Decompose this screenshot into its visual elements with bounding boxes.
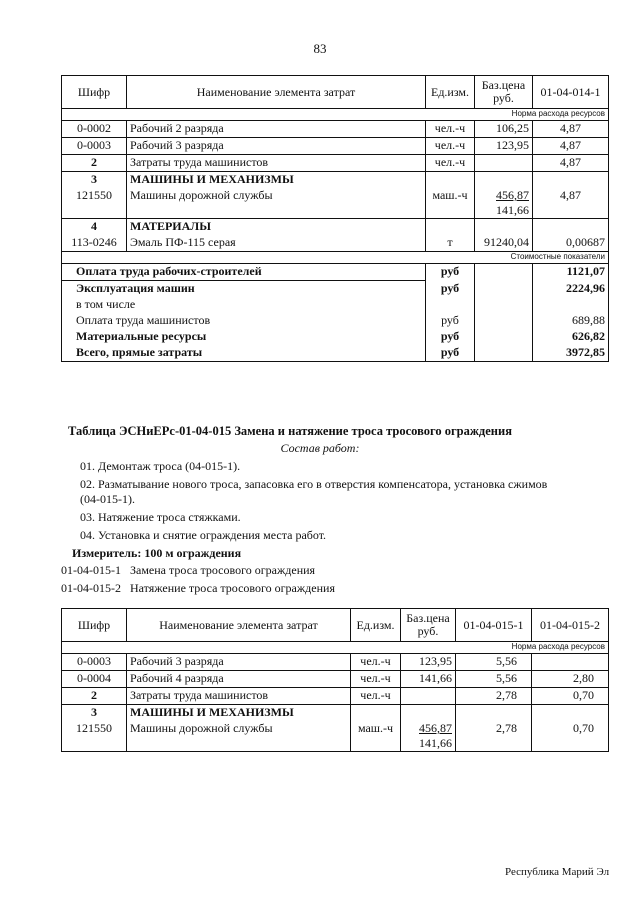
cost-value: 1121,07 — [533, 264, 609, 281]
row-unit: чел.-ч — [426, 138, 475, 155]
header-name: Наименование элемента затрат — [127, 76, 426, 109]
row-unit: чел.-ч — [351, 654, 401, 671]
row-value-2: 0,70 — [532, 721, 609, 752]
table-title: Таблица ЭСНиЕРс-01-04-015 Замена и натяжение троса тросового ограждения — [68, 424, 512, 438]
row-name: Машины дорожной службы — [127, 188, 426, 219]
cost-unit: руб — [426, 313, 475, 329]
row-value-1: 5,56 — [456, 671, 532, 688]
row-value-2 — [532, 654, 609, 671]
row-value-1: 2,78 — [456, 721, 532, 752]
table-row — [62, 121, 609, 138]
section-title: МАШИНЫ И МЕХАНИЗМЫ — [127, 705, 351, 722]
header-name: Наименование элемента затрат — [127, 609, 351, 642]
row-value: 4,87 — [533, 188, 609, 219]
row-price: 141,66 — [401, 671, 456, 688]
table-header-row — [62, 76, 609, 109]
row-value-1: 2,78 — [456, 688, 532, 705]
header-base-price: Баз.цена руб. — [475, 76, 533, 109]
row-name: Рабочий 3 разряда — [127, 138, 426, 155]
row-value-2: 2,80 — [532, 671, 609, 688]
row-price: 123,95 — [475, 138, 533, 155]
row-value: 0,00687 — [533, 235, 609, 252]
row-unit: чел.-ч — [426, 155, 475, 172]
row-value-1: 5,56 — [456, 654, 532, 671]
header-norm-column: 01-04-015-2 — [532, 609, 609, 642]
row-value-2: 0,70 — [532, 688, 609, 705]
row-price-secondary: 141,66 — [496, 203, 529, 217]
row-name: Рабочий 4 разряда — [127, 671, 351, 688]
cost-row — [62, 345, 609, 362]
costs-subheader-row — [62, 252, 609, 264]
header-unit: Ед.изм. — [426, 76, 475, 109]
cost-name: Материальные ресурсы — [62, 329, 426, 345]
cost-row — [62, 329, 609, 345]
variant-code: 01-04-015-1 — [61, 563, 121, 577]
section-code: 3 — [62, 172, 127, 189]
row-code: 121550 — [62, 721, 127, 752]
composition-label: Состав работ: — [280, 441, 360, 455]
measure-unit: Измеритель: 100 м ограждения — [72, 546, 242, 560]
row-price — [475, 155, 533, 172]
row-price — [475, 188, 533, 219]
cost-unit: руб — [426, 281, 475, 298]
row-name: Затраты труда машинистов — [127, 688, 351, 705]
row-price: 91240,04 — [475, 235, 533, 252]
cost-name: Оплата труда машинистов — [62, 313, 426, 329]
table-row — [62, 654, 609, 671]
row-name: Рабочий 3 разряда — [127, 654, 351, 671]
section-code: 3 — [62, 705, 127, 722]
footer-region: Республика Марий Эл — [505, 866, 610, 878]
row-price: 106,25 — [475, 121, 533, 138]
variant-code: 01-04-015-2 — [61, 581, 121, 595]
cost-row — [62, 264, 609, 281]
variant-item — [61, 563, 315, 578]
work-item: 04. Установка и снятие ограждения места работ. — [80, 528, 327, 542]
work-item: 03. Натяжение троса стяжками. — [80, 510, 241, 524]
variant-name: Натяжение троса тросового ограждения — [130, 581, 335, 595]
table-row — [62, 235, 609, 252]
header-base-price: Баз.цена руб. — [401, 609, 456, 642]
row-code: 0-0003 — [62, 138, 127, 155]
row-price-primary: 456,87 — [496, 188, 529, 202]
row-price — [401, 721, 456, 752]
row-price: 123,95 — [401, 654, 456, 671]
page-number: 83 — [313, 41, 327, 56]
work-item: 02. Разматывание нового троса, запасовка его в отверстия компенсатора, установка сжимов — [80, 477, 548, 491]
row-unit: т — [426, 235, 475, 252]
section-row — [62, 219, 609, 236]
table-header-row — [62, 609, 609, 642]
variant-name: Замена троса тросового ограждения — [130, 563, 316, 577]
work-item-continuation: (04-015-1). — [80, 492, 135, 506]
cost-value: 626,82 — [533, 329, 609, 345]
table-row — [62, 138, 609, 155]
cost-unit: руб — [426, 264, 475, 281]
table-row — [62, 688, 609, 705]
row-code: 2 — [62, 688, 127, 705]
cost-name: Эксплуатация машин — [62, 281, 426, 298]
row-code: 0-0004 — [62, 671, 127, 688]
cost-row — [62, 281, 609, 298]
cost-name: Всего, прямые затраты — [62, 345, 426, 362]
row-name: Эмаль ПФ-115 серая — [127, 235, 426, 252]
norms-subheader-row — [62, 109, 609, 121]
row-price-primary: 456,87 — [419, 721, 452, 735]
cost-value: 2224,96 — [533, 281, 609, 298]
cost-name: Оплата труда рабочих-строителей — [62, 264, 426, 281]
resource-table-01-04-014 — [61, 75, 609, 362]
header-norm-column: 01-04-015-1 — [456, 609, 532, 642]
resource-table-01-04-015 — [61, 608, 609, 752]
header-norm-column: 01-04-014-1 — [533, 76, 609, 109]
cost-value: 3972,85 — [533, 345, 609, 362]
cost-unit: руб — [426, 329, 475, 345]
table-row — [62, 721, 609, 752]
section-code: 4 — [62, 219, 127, 236]
cost-value: 689,88 — [533, 313, 609, 329]
table-row — [62, 671, 609, 688]
section-row — [62, 705, 609, 722]
section-title: МАШИНЫ И МЕХАНИЗМЫ — [127, 172, 426, 189]
row-unit: чел.-ч — [426, 121, 475, 138]
section-title: МАТЕРИАЛЫ — [127, 219, 426, 236]
header-code: Шифр — [62, 609, 127, 642]
row-unit: чел.-ч — [351, 688, 401, 705]
row-name: Рабочий 2 разряда — [127, 121, 426, 138]
cost-row — [62, 313, 609, 329]
cost-row — [62, 297, 609, 313]
row-name: Машины дорожной службы — [127, 721, 351, 752]
cost-label: Стоимостные показатели — [62, 252, 609, 264]
norms-subheader-row — [62, 642, 609, 654]
header-code: Шифр — [62, 76, 127, 109]
row-unit: маш.-ч — [351, 721, 401, 752]
variant-item — [61, 581, 335, 596]
table-row — [62, 155, 609, 172]
row-value: 4,87 — [533, 121, 609, 138]
row-code: 0-0003 — [62, 654, 127, 671]
row-name: Затраты труда машинистов — [127, 155, 426, 172]
table-row — [62, 188, 609, 219]
header-unit: Ед.изм. — [351, 609, 401, 642]
row-code: 113-0246 — [62, 235, 127, 252]
norms-label: Норма расхода ресурсов — [62, 642, 609, 654]
cost-name: в том числе — [62, 297, 426, 313]
work-item: 01. Демонтаж троса (04-015-1). — [80, 459, 241, 473]
row-unit: чел.-ч — [351, 671, 401, 688]
row-code: 2 — [62, 155, 127, 172]
cost-unit: руб — [426, 345, 475, 362]
section-row — [62, 172, 609, 189]
row-price — [401, 688, 456, 705]
row-value: 4,87 — [533, 155, 609, 172]
row-value: 4,87 — [533, 138, 609, 155]
row-code: 0-0002 — [62, 121, 127, 138]
row-price-secondary: 141,66 — [419, 736, 452, 750]
row-code: 121550 — [62, 188, 127, 219]
norms-label: Норма расхода ресурсов — [62, 109, 609, 121]
row-unit: маш.-ч — [426, 188, 475, 219]
